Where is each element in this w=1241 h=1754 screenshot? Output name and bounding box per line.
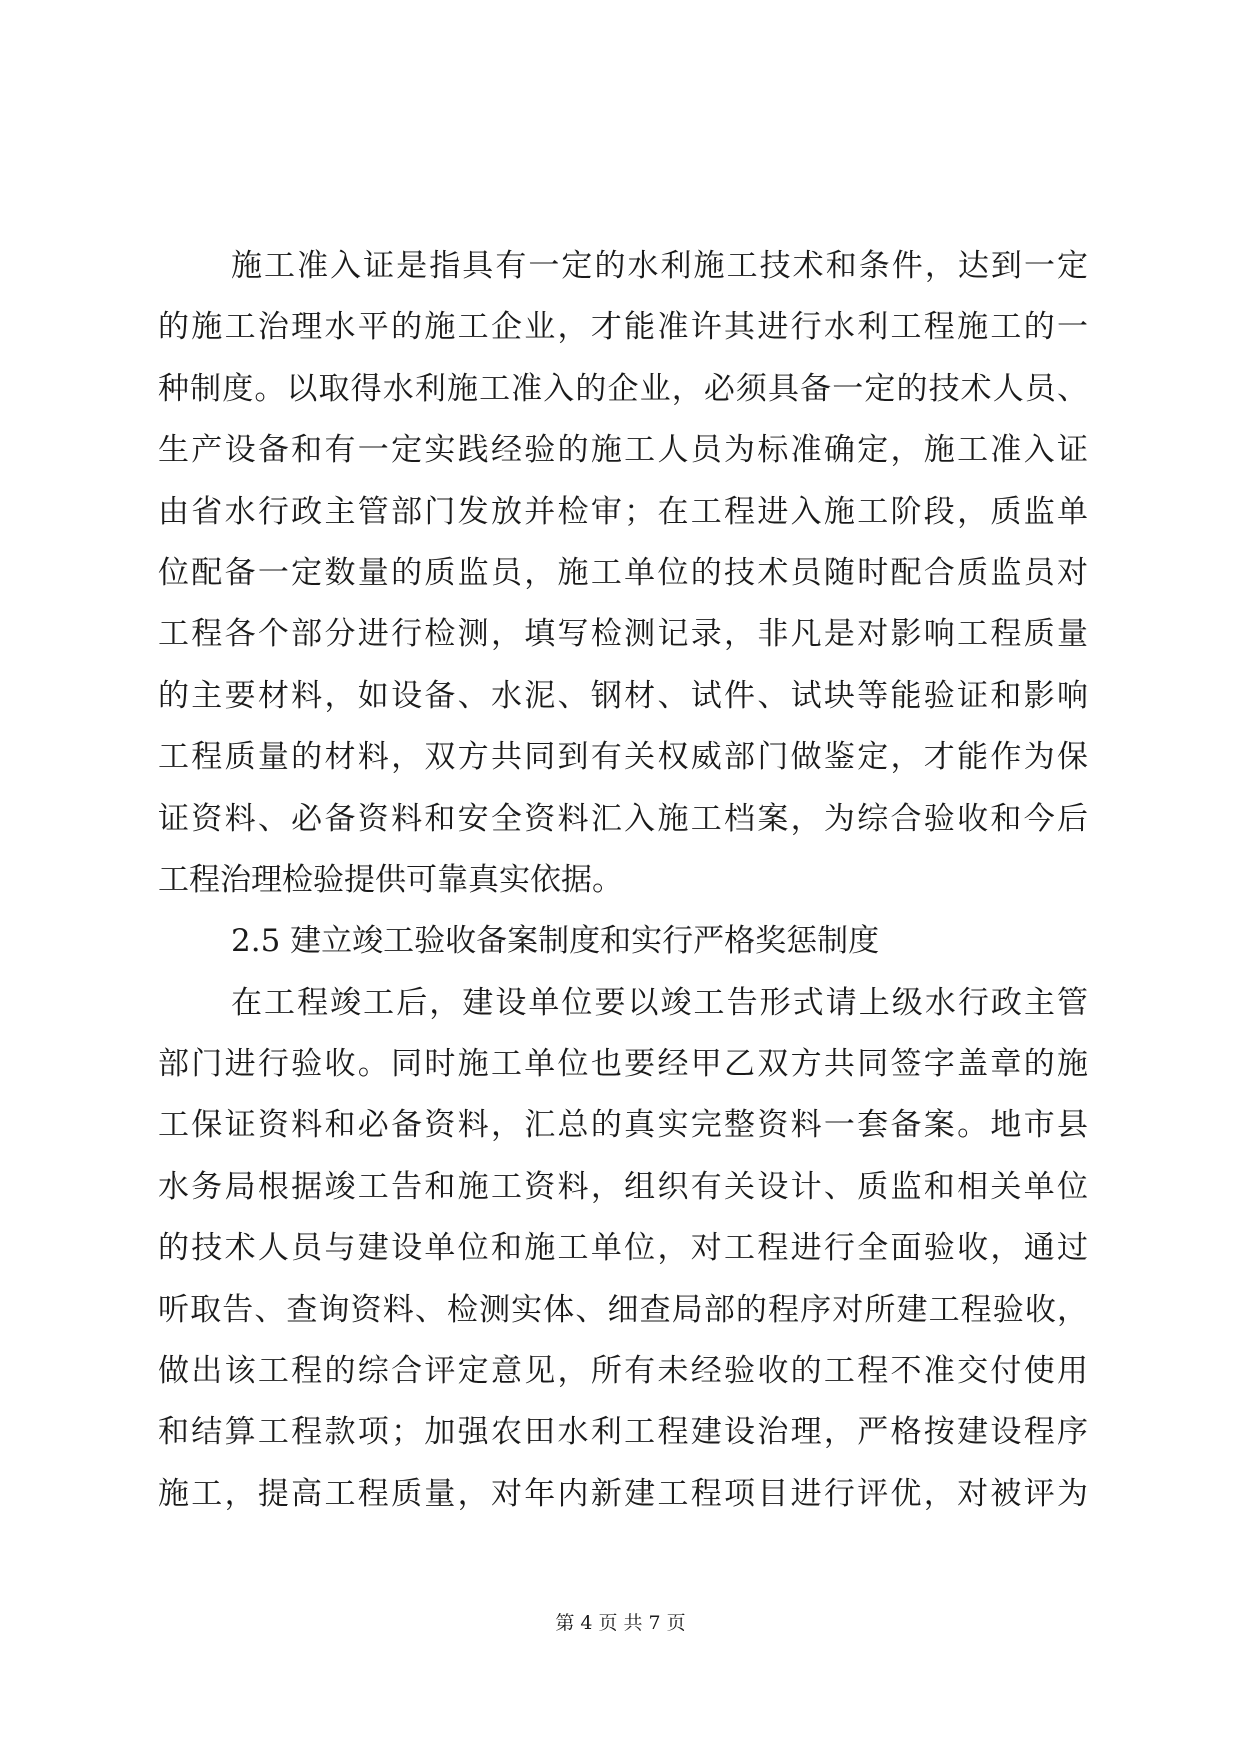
- text-line: 的主要材料，如设备、水泥、钢材、试件、试块等能验证和影响: [158, 677, 1088, 714]
- text-line: 施工，提高工程质量，对年内新建工程项目进行评优，对被评为: [158, 1475, 1088, 1512]
- text-line: 由省水行政主管部门发放并检审；在工程进入施工阶段，质监单: [158, 493, 1088, 530]
- text-line: 工程治理检验提供可靠真实依据。: [158, 861, 623, 898]
- text-line: 水务局根据竣工告和施工资料，组织有关设计、质监和相关单位: [158, 1168, 1088, 1205]
- text-line: 施工准入证是指具有一定的水利施工技术和条件，达到一定: [231, 248, 1088, 284]
- text-line: 的施工治理水平的施工企业，才能准许其进行水利工程施工的一: [158, 309, 1088, 346]
- page-number-footer: 第 4 页 共 7 页: [555, 1612, 686, 1634]
- text-line: 位配备一定数量的质监员，施工单位的技术员随时配合质监员对: [158, 554, 1088, 591]
- text-line: 和结算工程款项；加强农田水利工程建设治理，严格按建设程序: [158, 1414, 1088, 1451]
- text-line: 工程质量的材料，双方共同到有关权威部门做鉴定，才能作为保: [158, 739, 1088, 776]
- text-line: 工保证资料和必备资料，汇总的真实完整资料一套备案。地市县: [158, 1107, 1088, 1144]
- document-body: [158, 236, 1088, 1525]
- text-line: 工程各个部分进行检测，填写检测记录，非凡是对影响工程质量: [158, 616, 1088, 653]
- text-line: 做出该工程的综合评定意见，所有未经验收的工程不准交付使用: [158, 1353, 1088, 1390]
- text-line: 种制度。以取得水利施工准入的企业，必须具备一定的技术人员、: [158, 370, 1088, 407]
- text-line: 部门进行验收。同时施工单位也要经甲乙双方共同签字盖章的施: [158, 1046, 1088, 1083]
- text-line: 听取告、查询资料、检测实体、细查局部的程序对所建工程验收，: [158, 1291, 1088, 1328]
- text-line: 证资料、必备资料和安全资料汇入施工档案，为综合验收和今后: [158, 800, 1088, 837]
- text-line: 生产设备和有一定实践经验的施工人员为标准确定，施工准入证: [158, 432, 1088, 469]
- text-line: 在工程竣工后，建设单位要以竣工告形式请上级水行政主管: [231, 984, 1088, 1021]
- text-line: 的技术人员与建设单位和施工单位，对工程进行全面验收，通过: [158, 1230, 1088, 1267]
- section-heading: 2.5 建立竣工验收备案制度和实行严格奖惩制度: [231, 923, 880, 960]
